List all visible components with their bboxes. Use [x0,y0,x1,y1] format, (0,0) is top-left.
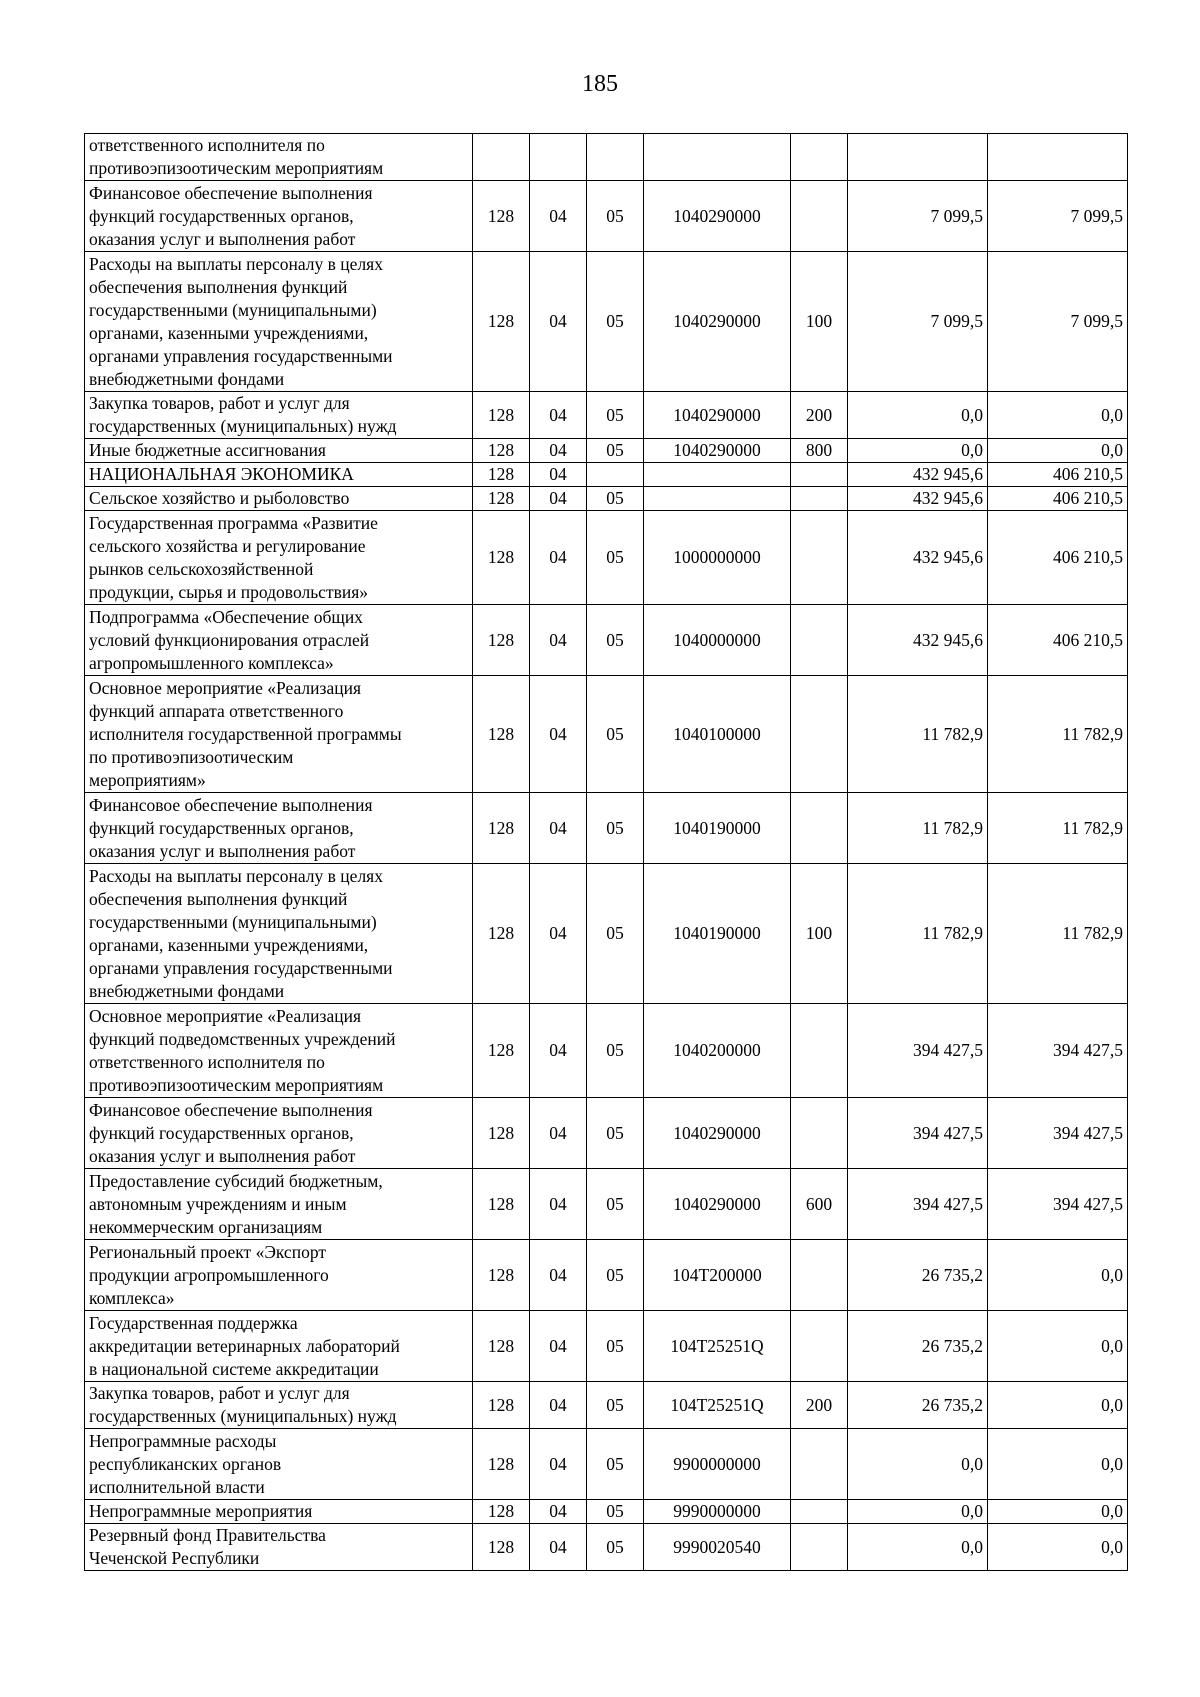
subsection-code-cell: 05 [587,1004,644,1098]
subsection-code-cell: 05 [587,1169,644,1240]
section-code-cell: 04 [530,1382,587,1429]
section-code-cell: 04 [530,181,587,252]
table-row [85,252,1128,392]
amount-cell-1: 7 099,5 [848,252,988,392]
table-row [85,1382,1128,1429]
subsection-code-cell: 05 [587,1311,644,1382]
subsection-code-cell: 05 [587,1382,644,1429]
amount-cell-2: 11 782,9 [988,864,1128,1004]
amount-cell-1: 394 427,5 [848,1004,988,1098]
amount-cell-2: 406 210,5 [988,487,1128,511]
subsection-code-cell: 05 [587,864,644,1004]
row-name-cell: Непрограммные расходы республиканских органов исполнительной власти [85,1429,473,1500]
section-code-cell: 04 [530,1240,587,1311]
subsection-code-cell [587,463,644,487]
row-name-cell: Иные бюджетные ассигнования [85,439,473,463]
expense-type-cell [791,1004,848,1098]
subsection-code-cell: 05 [587,392,644,439]
subsection-code-cell: 05 [587,1098,644,1169]
amount-cell-1: 394 427,5 [848,1098,988,1169]
table-row [85,1004,1128,1098]
target-article-cell [644,463,791,487]
section-code-cell: 04 [530,1169,587,1240]
amount-cell-1: 0,0 [848,439,988,463]
row-name-cell: Подпрограмма «Обеспечение общих условий функционирования отраслей агропромышленного комплекса» [85,605,473,676]
target-article-cell: 1040290000 [644,181,791,252]
amount-cell-2: 406 210,5 [988,463,1128,487]
subsection-code-cell: 05 [587,605,644,676]
ministry-code-cell: 128 [473,487,530,511]
section-code-cell: 04 [530,1500,587,1524]
section-code-cell: 04 [530,463,587,487]
subsection-code-cell: 05 [587,793,644,864]
target-article-cell: 104T25251Q [644,1382,791,1429]
subsection-code-cell: 05 [587,252,644,392]
row-name-cell: Непрограммные мероприятия [85,1500,473,1524]
subsection-code-cell [587,134,644,181]
row-name-cell: ответственного исполнителя по противоэпизоотическим мероприятиям [85,134,473,181]
subsection-code-cell: 05 [587,181,644,252]
row-name-cell: Резервный фонд Правительства Чеченской Республики [85,1524,473,1571]
expense-type-cell [791,793,848,864]
section-code-cell: 04 [530,439,587,463]
section-code-cell: 04 [530,1098,587,1169]
ministry-code-cell: 128 [473,1098,530,1169]
amount-cell-1: 432 945,6 [848,511,988,605]
ministry-code-cell: 128 [473,1524,530,1571]
target-article-cell: 1040000000 [644,605,791,676]
table-row [85,511,1128,605]
target-article-cell: 104T25251Q [644,1311,791,1382]
target-article-cell: 1040290000 [644,252,791,392]
ministry-code-cell: 128 [473,605,530,676]
row-name-cell: Государственная поддержка аккредитации ветеринарных лабораторий в национальной системе аккредитации [85,1311,473,1382]
section-code-cell: 04 [530,252,587,392]
target-article-cell: 104T200000 [644,1240,791,1311]
target-article-cell [644,487,791,511]
expense-type-cell: 200 [791,1382,848,1429]
row-name-cell: Финансовое обеспечение выполнения функций государственных органов, оказания услуг и выполнения работ [85,181,473,252]
target-article-cell: 1040290000 [644,439,791,463]
expense-type-cell [791,1240,848,1311]
section-code-cell: 04 [530,1311,587,1382]
expense-type-cell [791,1429,848,1500]
expense-type-cell [791,1098,848,1169]
ministry-code-cell: 128 [473,1500,530,1524]
row-name-cell: Расходы на выплаты персоналу в целях обеспечения выполнения функций государственными (муниципальными) органами, казенными учреждениями, органами управления государственными внебюджетными фондами [85,252,473,392]
page-number: 185 [582,71,618,97]
ministry-code-cell: 128 [473,392,530,439]
amount-cell-1: 432 945,6 [848,463,988,487]
row-name-cell: Закупка товаров, работ и услуг для государственных (муниципальных) нужд [85,392,473,439]
amount-cell-2: 0,0 [988,1524,1128,1571]
expense-type-cell [791,1500,848,1524]
amount-cell-2: 394 427,5 [988,1004,1128,1098]
expense-type-cell: 200 [791,392,848,439]
section-code-cell: 04 [530,864,587,1004]
subsection-code-cell: 05 [587,1429,644,1500]
amount-cell-2: 394 427,5 [988,1098,1128,1169]
ministry-code-cell: 128 [473,439,530,463]
table-row [85,1169,1128,1240]
row-name-cell: Основное мероприятие «Реализация функций подведомственных учреждений ответственного исполнителя по противоэпизоотическим мероприятиям [85,1004,473,1098]
target-article-cell: 1040290000 [644,392,791,439]
section-code-cell: 04 [530,392,587,439]
target-article-cell: 1040200000 [644,1004,791,1098]
amount-cell-1: 0,0 [848,1500,988,1524]
target-article-cell: 1000000000 [644,511,791,605]
ministry-code-cell: 128 [473,181,530,252]
row-name-cell: Закупка товаров, работ и услуг для государственных (муниципальных) нужд [85,1382,473,1429]
target-article-cell: 1040290000 [644,1098,791,1169]
section-code-cell: 04 [530,1429,587,1500]
amount-cell-2 [988,134,1128,181]
target-article-cell: 9990000000 [644,1500,791,1524]
amount-cell-1: 11 782,9 [848,676,988,793]
expense-type-cell [791,134,848,181]
target-article-cell [644,134,791,181]
expense-type-cell [791,676,848,793]
row-name-cell: Расходы на выплаты персоналу в целях обеспечения выполнения функций государственными (муниципальными) органами, казенными учреждениями, органами управления государственными внебюджетными фондами [85,864,473,1004]
ministry-code-cell: 128 [473,676,530,793]
table-row [85,793,1128,864]
table-row [85,487,1128,511]
expense-type-cell [791,1311,848,1382]
expense-type-cell [791,463,848,487]
amount-cell-2: 11 782,9 [988,676,1128,793]
amount-cell-2: 0,0 [988,1382,1128,1429]
table-row [85,439,1128,463]
ministry-code-cell: 128 [473,1169,530,1240]
table-row [85,864,1128,1004]
row-name-cell: Финансовое обеспечение выполнения функций государственных органов, оказания услуг и выполнения работ [85,793,473,864]
amount-cell-1: 11 782,9 [848,793,988,864]
table-row [85,134,1128,181]
ministry-code-cell: 128 [473,511,530,605]
ministry-code-cell: 128 [473,1004,530,1098]
budget-table [84,133,1128,1571]
section-code-cell: 04 [530,676,587,793]
subsection-code-cell: 05 [587,487,644,511]
target-article-cell: 9990020540 [644,1524,791,1571]
amount-cell-2: 406 210,5 [988,511,1128,605]
table-row [85,181,1128,252]
expense-type-cell [791,511,848,605]
table-row [85,1524,1128,1571]
row-name-cell: Региональный проект «Экспорт продукции агропромышленного комплекса» [85,1240,473,1311]
ministry-code-cell: 128 [473,1311,530,1382]
target-article-cell: 9900000000 [644,1429,791,1500]
target-article-cell: 1040100000 [644,676,791,793]
section-code-cell: 04 [530,487,587,511]
ministry-code-cell: 128 [473,1429,530,1500]
amount-cell-2: 406 210,5 [988,605,1128,676]
amount-cell-2: 0,0 [988,1240,1128,1311]
ministry-code-cell [473,134,530,181]
table-row [85,1500,1128,1524]
expense-type-cell: 100 [791,864,848,1004]
row-name-cell: Сельское хозяйство и рыболовство [85,487,473,511]
ministry-code-cell: 128 [473,1240,530,1311]
expense-type-cell: 600 [791,1169,848,1240]
table-row [85,1240,1128,1311]
expense-type-cell: 100 [791,252,848,392]
section-code-cell: 04 [530,1524,587,1571]
amount-cell-1: 7 099,5 [848,181,988,252]
amount-cell-2: 7 099,5 [988,252,1128,392]
table-row [85,605,1128,676]
amount-cell-1: 432 945,6 [848,605,988,676]
amount-cell-1: 0,0 [848,1429,988,1500]
table-body [85,134,1128,1571]
table-row [85,676,1128,793]
section-code-cell: 04 [530,605,587,676]
table-row [85,1311,1128,1382]
table-row [85,1098,1128,1169]
subsection-code-cell: 05 [587,511,644,605]
amount-cell-2: 394 427,5 [988,1169,1128,1240]
ministry-code-cell: 128 [473,793,530,864]
amount-cell-2: 7 099,5 [988,181,1128,252]
target-article-cell: 1040290000 [644,1169,791,1240]
target-article-cell: 1040190000 [644,864,791,1004]
expense-type-cell [791,181,848,252]
amount-cell-1: 432 945,6 [848,487,988,511]
amount-cell-1: 11 782,9 [848,864,988,1004]
row-name-cell: Основное мероприятие «Реализация функций аппарата ответственного исполнителя государственной программы по противоэпизоотическим мероприятиям» [85,676,473,793]
subsection-code-cell: 05 [587,439,644,463]
row-name-cell: Финансовое обеспечение выполнения функций государственных органов, оказания услуг и выполнения работ [85,1098,473,1169]
amount-cell-1: 0,0 [848,392,988,439]
amount-cell-2: 0,0 [988,1311,1128,1382]
expense-type-cell [791,1524,848,1571]
ministry-code-cell: 128 [473,864,530,1004]
amount-cell-2: 11 782,9 [988,793,1128,864]
target-article-cell: 1040190000 [644,793,791,864]
section-code-cell [530,134,587,181]
row-name-cell: Государственная программа «Развитие сельского хозяйства и регулирование рынков сельскохозяйственной продукции, сырья и продовольствия» [85,511,473,605]
row-name-cell: НАЦИОНАЛЬНАЯ ЭКОНОМИКА [85,463,473,487]
amount-cell-2: 0,0 [988,1500,1128,1524]
subsection-code-cell: 05 [587,676,644,793]
ministry-code-cell: 128 [473,1382,530,1429]
expense-type-cell [791,605,848,676]
ministry-code-cell: 128 [473,463,530,487]
amount-cell-1: 26 735,2 [848,1311,988,1382]
amount-cell-1: 394 427,5 [848,1169,988,1240]
amount-cell-1: 26 735,2 [848,1382,988,1429]
expense-type-cell [791,487,848,511]
amount-cell-1: 26 735,2 [848,1240,988,1311]
section-code-cell: 04 [530,1004,587,1098]
section-code-cell: 04 [530,793,587,864]
subsection-code-cell: 05 [587,1500,644,1524]
amount-cell-2: 0,0 [988,1429,1128,1500]
section-code-cell: 04 [530,511,587,605]
table-row [85,463,1128,487]
amount-cell-1 [848,134,988,181]
amount-cell-2: 0,0 [988,439,1128,463]
subsection-code-cell: 05 [587,1524,644,1571]
table-row [85,1429,1128,1500]
amount-cell-2: 0,0 [988,392,1128,439]
expense-type-cell: 800 [791,439,848,463]
amount-cell-1: 0,0 [848,1524,988,1571]
table-row [85,392,1128,439]
row-name-cell: Предоставление субсидий бюджетным, автономным учреждениям и иным некоммерческим организациям [85,1169,473,1240]
ministry-code-cell: 128 [473,252,530,392]
subsection-code-cell: 05 [587,1240,644,1311]
